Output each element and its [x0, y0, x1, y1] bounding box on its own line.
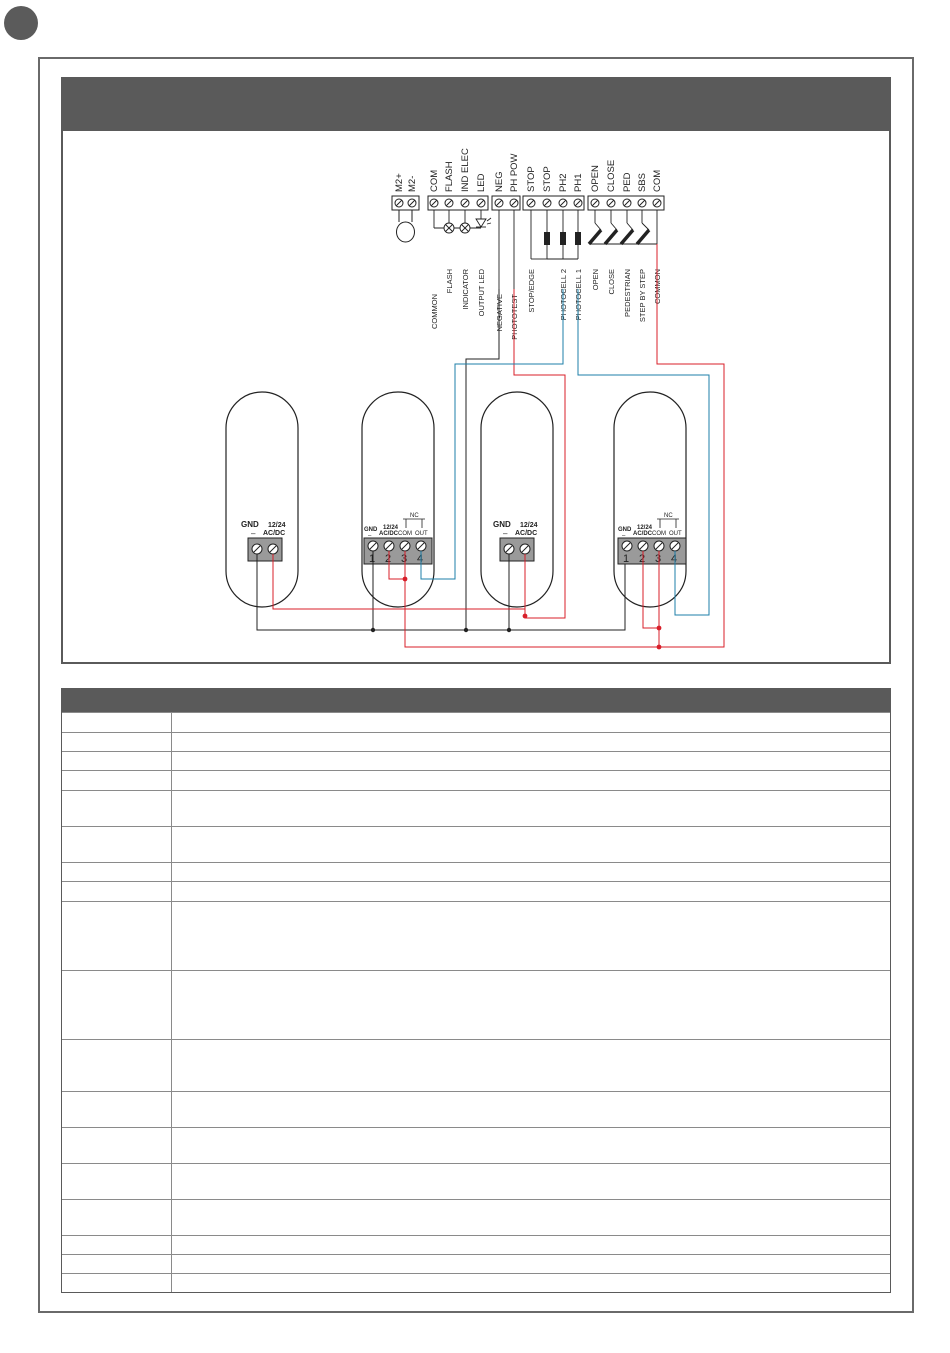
terminal-label: PH1 — [573, 173, 584, 192]
table-row — [62, 1039, 890, 1091]
terminal-number: 2 — [385, 553, 392, 565]
table-row — [62, 1235, 890, 1254]
gnd-sign: – — [622, 533, 626, 539]
out-label: OUT — [669, 531, 682, 537]
table-row — [62, 1163, 890, 1199]
power-label: 12/24 — [383, 525, 399, 531]
terminal-label: LED — [476, 173, 487, 192]
indicator-lamp-icon — [460, 223, 470, 233]
gnd-label: GND — [618, 527, 632, 533]
function-label: NEGATIVE — [495, 294, 504, 332]
table-cell — [62, 863, 172, 881]
nc-contact-icon — [544, 232, 550, 245]
function-label: PHOTOTEST — [510, 294, 519, 340]
table-cell — [62, 713, 172, 732]
terminal-label: PH2 — [558, 173, 569, 192]
table-cell — [62, 791, 172, 826]
function-label: FLASH — [445, 269, 454, 294]
wiring-diagram-panel — [61, 77, 891, 664]
table-cell — [62, 1164, 172, 1199]
table-cell — [62, 1236, 172, 1254]
function-label: OPEN — [591, 269, 600, 291]
table-cell — [62, 1092, 172, 1127]
push-button-icons — [589, 230, 649, 244]
terminal-label: SBS — [637, 172, 648, 192]
power-type-label: AC/DC — [633, 531, 652, 537]
nc-contact-icon — [575, 232, 581, 245]
table-cell — [62, 771, 172, 790]
table-row — [62, 770, 890, 790]
terminal-label: M2+ — [394, 173, 405, 192]
function-label: COMMON — [430, 294, 439, 329]
terminal-label: STOP — [526, 166, 537, 192]
terminal-label: CLOSE — [606, 159, 617, 192]
table-row — [62, 901, 890, 970]
lamp-icon — [444, 223, 454, 233]
push-button-icon — [637, 230, 649, 244]
table-cell — [62, 971, 172, 1039]
function-label: COMMON — [653, 269, 662, 304]
table-row — [62, 862, 890, 881]
function-label: STEP BY STEP — [638, 269, 647, 323]
led-icon — [476, 218, 491, 227]
function-label: INDICATOR — [461, 269, 470, 310]
nc-contact-icon — [560, 232, 566, 245]
table-cell — [62, 1040, 172, 1091]
table-cell — [62, 902, 172, 970]
wiring-diagram — [63, 79, 889, 662]
terminal-label: M2- — [407, 175, 418, 192]
nc-label: NC — [664, 513, 673, 519]
table-row — [62, 826, 890, 862]
function-label: PEDESTRIAN — [623, 269, 632, 317]
motor-icon — [397, 210, 415, 242]
table-row — [62, 881, 890, 901]
power-label: 12/24 — [268, 522, 286, 529]
table-row — [62, 732, 890, 751]
table-row — [62, 712, 890, 732]
table-row — [62, 1127, 890, 1163]
terminal-label: PED — [622, 172, 633, 192]
table-cell — [62, 1274, 172, 1292]
function-label: PHOTOCELL 1 — [574, 269, 583, 321]
photocell-tx1-housing — [226, 392, 298, 607]
table-header-bar — [62, 689, 890, 712]
table-row — [62, 1091, 890, 1127]
terminal-number: 1 — [623, 553, 630, 565]
table-cell — [62, 827, 172, 862]
safety-wiring — [531, 210, 578, 259]
push-button-icon — [589, 230, 601, 244]
gnd-label: GND — [241, 520, 259, 529]
table-cell — [62, 1128, 172, 1163]
power-type-label: AC/DC — [515, 530, 538, 537]
table-row — [62, 1273, 890, 1292]
com-label: COM — [652, 531, 666, 537]
terminal-label: PH POW — [509, 153, 520, 192]
nc-label: NC — [410, 513, 419, 519]
command-wiring — [595, 210, 657, 223]
gnd-label: GND — [493, 520, 511, 529]
specification-table — [61, 688, 891, 1293]
terminal-number: 4 — [417, 553, 424, 565]
table-row — [62, 1254, 890, 1273]
table-cell — [62, 882, 172, 901]
power-label: 12/24 — [520, 522, 538, 529]
terminal-number: 3 — [401, 553, 408, 565]
terminal-number: 4 — [671, 553, 678, 565]
function-label: STOP/EDGE — [527, 269, 536, 313]
com-label: COM — [398, 531, 412, 537]
push-button-icon — [621, 230, 633, 244]
photocell-tx2-housing — [481, 392, 553, 607]
terminal-label: OPEN — [590, 165, 601, 192]
terminal-number: 1 — [369, 553, 376, 565]
power-label: 12/24 — [637, 525, 653, 531]
terminal-label: NEG — [494, 171, 505, 192]
function-label: CLOSE — [607, 269, 616, 295]
terminal-label: COM — [652, 169, 663, 192]
out-label: OUT — [415, 531, 428, 537]
push-button-icon — [605, 230, 617, 244]
power-type-label: AC/DC — [379, 531, 398, 537]
table-cell — [62, 1200, 172, 1235]
gnd-sign: – — [368, 533, 372, 539]
table-row — [62, 751, 890, 770]
terminal-number: 3 — [655, 553, 662, 565]
gnd-sign: – — [503, 529, 508, 538]
function-label: OUTPUT LED — [477, 269, 486, 317]
terminal-number: 2 — [639, 553, 646, 565]
terminal-label: COM — [429, 169, 440, 192]
table-cell — [62, 733, 172, 751]
power-type-label: AC/DC — [263, 530, 286, 537]
gnd-label: GND — [364, 527, 378, 533]
terminal-label: STOP — [542, 166, 553, 192]
terminal-label: IND ELEC — [460, 148, 471, 192]
table-row — [62, 790, 890, 826]
terminal-label: FLASH — [444, 161, 455, 192]
gnd-sign: – — [251, 529, 256, 538]
table-row — [62, 970, 890, 1039]
page-number-badge — [4, 6, 38, 40]
table-row — [62, 1199, 890, 1235]
function-label: PHOTOCELL 2 — [559, 269, 568, 321]
safety-contact-icons — [544, 232, 581, 245]
table-cell — [62, 752, 172, 770]
table-cell — [62, 1255, 172, 1273]
